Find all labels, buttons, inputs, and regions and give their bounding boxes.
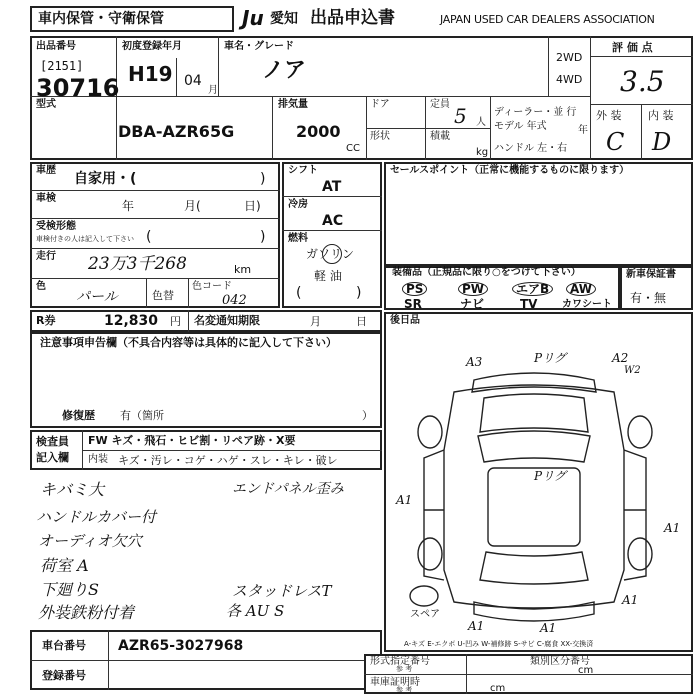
mark-w2: W2: [624, 365, 641, 376]
ext-grade: C: [606, 128, 625, 156]
first-reg-label: 初度登録年月: [122, 41, 182, 52]
int-label: 内 装: [648, 109, 674, 122]
lot-label: 出品番号: [36, 41, 76, 52]
recycle-yen: 円: [170, 315, 181, 328]
repair-close: ）: [362, 409, 373, 422]
mark-plig-front: Pリグ: [534, 351, 566, 365]
drive-2wd: 2WD: [556, 51, 583, 64]
mileage-unit: km: [234, 263, 252, 276]
note-3: オーディオ欠穴: [38, 532, 142, 550]
history-close: ): [260, 171, 266, 187]
warranty-value: 有・無: [630, 291, 667, 305]
shift-label: シフト: [288, 165, 318, 176]
fuel-label: 燃料: [288, 233, 308, 244]
door-label: ドア: [370, 99, 390, 110]
handle-label: ハンドル 左・右: [494, 143, 568, 154]
history-value: 自家用・(: [74, 171, 137, 187]
fuel-gasoline: ガソリン: [306, 247, 355, 261]
score-label: 評 価 点: [612, 41, 653, 54]
ref-label-2: 参 考: [396, 686, 413, 694]
note-1: キバミ大: [40, 480, 105, 499]
mark-a2: A2: [612, 351, 629, 365]
receive-sub: 車検付きの人は記入して下さい: [36, 235, 134, 243]
cooler-label: 冷房: [288, 199, 308, 210]
inspector-line-2-prefix: 内装: [88, 454, 108, 465]
first-reg-month: 04: [184, 73, 202, 89]
chassis-value: AZR65-3027968: [118, 638, 244, 654]
notice-day: 日: [356, 315, 367, 328]
month-unit: 月: [208, 85, 218, 96]
drive-4wd: 4WD: [556, 73, 583, 86]
top-frame: [30, 36, 693, 160]
equip-aw: AW: [566, 282, 596, 296]
repair-value: 有（箇所: [120, 409, 164, 422]
color-code-label: 色コード: [192, 281, 232, 292]
color-code-value: 042: [222, 293, 247, 308]
color-value: パール: [76, 289, 118, 305]
capacity-label: 定員: [430, 99, 450, 110]
spare-label: スペア: [410, 609, 440, 620]
receive-label: 受検形態: [36, 221, 76, 232]
note-right-1: エンドパネル歪み: [232, 481, 344, 497]
equip-pw: PW: [458, 282, 488, 296]
rear-label: 後日品: [390, 315, 420, 326]
color-label: 色: [36, 281, 46, 292]
brand-name: 愛知: [270, 11, 298, 27]
inspection-month: 月(: [184, 199, 201, 213]
inspection-year: 年: [122, 199, 135, 213]
ref-label: 参 考: [396, 665, 413, 673]
mark-plig-side: Pリグ: [534, 469, 566, 483]
equip-airbag: エアB: [512, 282, 553, 296]
model-value: DBA-AZR65G: [118, 122, 235, 141]
equip-navi: ナビ: [460, 297, 485, 311]
history-label: 車歴: [36, 165, 56, 176]
cm-label-2: cm: [490, 683, 506, 694]
mark-a1-right: A1: [664, 521, 681, 535]
notice-month: 月: [310, 315, 321, 328]
lot-number: 30716: [36, 74, 120, 102]
year-unit: 年: [578, 125, 588, 136]
equip-ps: PS: [402, 282, 427, 296]
fuel-light-oil: 軽 油: [314, 269, 342, 283]
fuel-circle-icon: [322, 244, 342, 264]
equip-tv: TV: [520, 297, 538, 311]
fuel-open: (: [296, 285, 302, 301]
name-grade-label: 車名・グレード: [224, 41, 294, 52]
sales-label: セールスポイント（正常に機能するものに限ります）: [390, 165, 630, 176]
cm-label: cm: [578, 665, 594, 676]
dealer-label: ディーラー・並 行: [494, 107, 577, 118]
inspector-line-2: キズ・汚レ・コゲ・ハゲ・スレ・キレ・破レ: [118, 454, 338, 467]
note-right-2: スタッドレスT: [232, 582, 332, 600]
damage-legend: A-キズ E-エクボ U-凹み W-補修跡 S-サビ C-腐食 XX-交換済: [404, 640, 594, 648]
mark-a1-rear-right: A1: [622, 593, 639, 607]
inspection-label: 車検: [36, 193, 56, 204]
warranty-label: 新車保証書: [626, 269, 676, 280]
model-year-label: モデル 年式: [494, 121, 547, 132]
shift-value: AT: [322, 179, 342, 195]
inspector-line-1: FW キズ・飛石・ヒビ割・リペア跡・X要: [88, 434, 296, 447]
first-reg-era: H19: [128, 62, 173, 86]
note-2: ハンドルカバー付: [36, 508, 157, 526]
cc-unit: CC: [346, 143, 360, 154]
cooler-value: AC: [322, 213, 344, 229]
car-diagram-icon: [384, 340, 693, 640]
capacity-value: 5: [454, 104, 467, 128]
displacement-label: 排気量: [278, 99, 308, 110]
int-grade: D: [652, 128, 672, 156]
person-unit: 人: [476, 117, 486, 128]
mileage-label: 走行: [36, 251, 56, 262]
receive-open: (: [146, 229, 152, 245]
shape-label: 形状: [370, 131, 390, 142]
mark-a1-bottom-left: A1: [468, 619, 485, 633]
load-label: 積載: [430, 131, 450, 142]
car-name: ノア: [262, 58, 307, 83]
note-6: 外装鉄粉付着: [38, 603, 135, 622]
lot-bracket: [2151]: [40, 59, 84, 73]
note-4: 荷室 A: [40, 556, 89, 575]
caution-label: 注意事項申告欄（不具合内容等は具体的に記入して下さい）: [40, 336, 337, 349]
ext-label: 外 装: [596, 109, 622, 122]
type-designation-label: 形式指定番号: [370, 656, 430, 667]
note-right-3: 各 AU S: [226, 602, 285, 620]
score-value: 3.5: [620, 65, 665, 98]
recycle-value: 12,830: [104, 313, 159, 329]
inspection-day: 日): [244, 199, 261, 213]
note-5: 下廻りS: [40, 580, 99, 599]
logo-icon: Ju: [242, 6, 264, 30]
inspector-label-2: 記入欄: [36, 451, 69, 464]
storage-title: 車内保管・守衛保管: [38, 11, 164, 27]
garage-label: 車庫証明時: [370, 677, 420, 688]
registration-label: 登録番号: [42, 669, 86, 682]
equip-sr: SR: [404, 297, 422, 311]
kg-unit: kg: [476, 147, 489, 158]
equip-leather: カワシート: [562, 299, 612, 310]
assoc-name: JAPAN USED CAR DEALERS ASSOCIATION: [440, 13, 655, 26]
mark-a1-left: A1: [396, 493, 413, 507]
form-title: 出品申込書: [310, 8, 395, 28]
displacement-value: 2000: [296, 122, 341, 141]
recycle-label: R券: [36, 314, 56, 327]
mark-a3: A3: [466, 355, 483, 369]
repair-label: 修復歴: [62, 409, 95, 422]
receive-close: ): [260, 229, 266, 245]
mileage-value: 23万3千268: [88, 254, 187, 274]
notice-label: 名変通知期限: [194, 314, 260, 327]
fuel-close: ): [356, 285, 362, 301]
chassis-label: 車台番号: [42, 639, 86, 652]
mark-a1-bottom: A1: [540, 621, 557, 635]
inspector-label-1: 検査員: [36, 435, 69, 448]
category-label: 類別区分番号: [530, 656, 590, 667]
equipment-label: 装備品（正規品に限り○をつけて下さい）: [392, 267, 581, 278]
color-change-label: 色替: [152, 289, 174, 302]
sales-frame: [384, 162, 693, 266]
model-label: 型式: [36, 99, 56, 110]
